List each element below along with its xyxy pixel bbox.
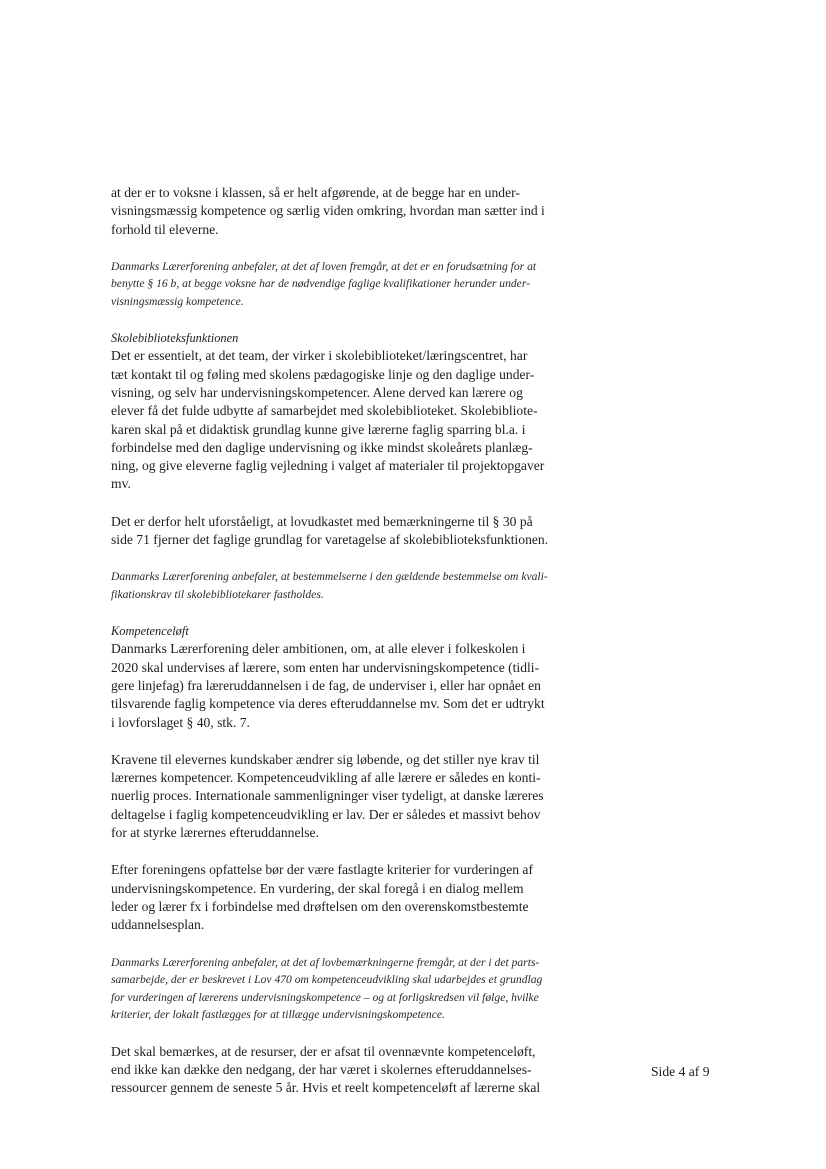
section-heading-kompetenceloft: Kompetenceløft xyxy=(111,624,189,639)
paragraph-skolebibliotek xyxy=(111,347,585,493)
text-line: Kravene til elevernes kundskaber ændrer sig løbende, og det stiller nye krav til xyxy=(111,751,540,767)
recommendation-2 xyxy=(111,568,585,603)
text-line: for vurderingen af lærerens undervisningskompetence – og at forligskredsen vil følge, hvilke xyxy=(111,990,539,1004)
text-line: tilsvarende faglig kompetence via deres efteruddannelse mv. Som det er udtrykt xyxy=(111,696,545,712)
text-line: ning, og give eleverne faglig vejledning i valget af materialer til projektopgaver xyxy=(111,458,545,474)
text-line: lærernes kompetencer. Kompetenceudvikling af alle lærere er således en konti- xyxy=(111,770,541,786)
text-line: karen skal på et didaktisk grundlag kunne give lærerne faglig sparring bl.a. i xyxy=(111,421,526,437)
text-line: Danmarks Lærerforening deler ambitionen, om, at alle elever i folkeskolen i xyxy=(111,641,526,657)
paragraph-kriterier xyxy=(111,861,585,934)
text-line: end ikke kan dække den nedgang, der har været i skolernes efteruddannelses- xyxy=(111,1061,532,1077)
text-line: side 71 fjerner det faglige grundlag for varetagelse af skolebiblioteksfunktionen. xyxy=(111,532,549,548)
text-line: visning, og selv har undervisningskompetencer. Alene derved kan lærere og xyxy=(111,384,523,400)
text-line: for at styrke lærernes efteruddannelse. xyxy=(111,825,319,841)
text-line: samarbejde, der er beskrevet i Lov 470 om kompetenceudvikling skal udarbejdes et grundlag xyxy=(111,973,543,987)
text-line: Danmarks Lærerforening anbefaler, at det af lovbemærkningerne fremgår, at der i det parts- xyxy=(111,955,540,969)
text-line: undervisningskompetence. En vurdering, der skal foregå i en dialog mellem xyxy=(111,880,524,896)
text-line: ressourcer gennem de seneste 5 år. Hvis et reelt kompetenceløft af lærerne skal xyxy=(111,1080,541,1096)
text-line: kriterier, der lokalt fastlægges for at tillægge undervisningskompetence. xyxy=(111,1008,445,1022)
text-line: Danmarks Lærerforening anbefaler, at det af loven fremgår, at det er en forudsætning for at xyxy=(111,259,537,273)
text-line: deltagelse i faglig kompetenceudvikling er lav. Der er således et massivt behov xyxy=(111,806,541,822)
paragraph-lovudkast xyxy=(111,513,585,550)
paragraph-resurser xyxy=(111,1043,585,1098)
section-heading-skolebibliotek: Skolebiblioteksfunktionen xyxy=(111,331,239,346)
page-number: Side 4 af 9 xyxy=(651,1064,710,1079)
text-line: forhold til eleverne. xyxy=(111,221,219,237)
text-line: benytte § 16 b, at begge voksne har de nødvendige faglige kvalifikationer herunder under- xyxy=(111,277,530,291)
text-line: Efter foreningens opfattelse bør der være fastlagte kriterier for vurderingen af xyxy=(111,862,533,878)
paragraph-intro xyxy=(111,184,585,239)
text-line: Danmarks Lærerforening anbefaler, at bestemmelserne i den gældende bestemmelse om kvali- xyxy=(111,570,548,584)
text-line: nuerlig proces. Internationale sammenligninger viser tydeligt, at danske læreres xyxy=(111,788,544,804)
text-line: Det skal bemærkes, at de resurser, der er afsat til ovennævnte kompetenceløft, xyxy=(111,1043,536,1059)
text-line: uddannelsesplan. xyxy=(111,917,205,933)
text-line: visningsmæssig kompetence. xyxy=(111,294,244,308)
text-line: at der er to voksne i klassen, så er helt afgørende, at de begge har en under- xyxy=(111,185,520,200)
text-line: leder og lærer fx i forbindelse med drøftelsen om den overenskomstbestemte xyxy=(111,898,529,914)
text-line: mv. xyxy=(111,476,131,492)
text-line: 2020 skal undervises af lærere, som enten har undervisningskompetence (tidli- xyxy=(111,659,540,675)
paragraph-ambition xyxy=(111,640,585,731)
text-line: Det er derfor helt uforståeligt, at lovudkastet med bemærkningerne til § 30 på xyxy=(111,513,533,529)
recommendation-3 xyxy=(111,954,585,1024)
text-line: i lovforslaget § 40, stk. 7. xyxy=(111,714,250,730)
text-line: tæt kontakt til og føling med skolens pædagogiske linje og den daglige under- xyxy=(111,366,535,382)
paragraph-kundskaber xyxy=(111,751,585,842)
text-line: forbindelse med den daglige undervisning og ikke mindst skoleårets planlæg- xyxy=(111,439,533,455)
text-line: Det er essentielt, at det team, der virker i skolebiblioteket/læringscentret, har xyxy=(111,348,528,364)
text-line: fikationskrav til skolebibliotekarer fastholdes. xyxy=(111,587,324,601)
text-line: elever få det fulde udbytte af samarbejdet med skolebiblioteket. Skolebibliote- xyxy=(111,403,538,419)
recommendation-1 xyxy=(111,258,585,311)
page-body xyxy=(111,184,585,1097)
text-line: visningsmæssig kompetence og særlig viden omkring, hvordan man sætter ind i xyxy=(111,203,545,219)
text-line: gere linjefag) fra læreruddannelsen i de fag, de underviser i, eller har opnået en xyxy=(111,677,541,693)
